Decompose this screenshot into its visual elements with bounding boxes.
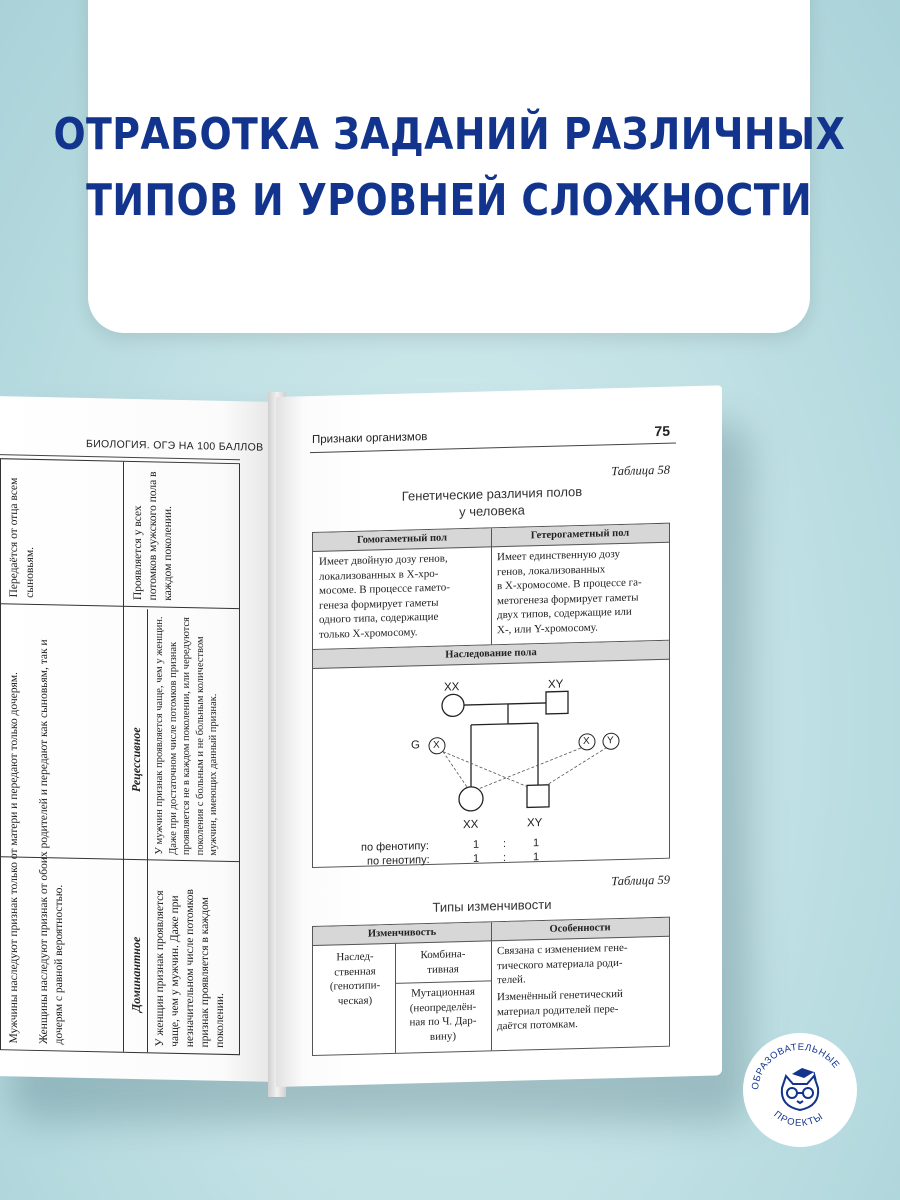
phenotype-ratio-sep: : [503,837,507,851]
table-58-label: Таблица 58 [611,462,670,479]
mutational-text-line: Мутационная [411,985,475,1000]
table-58 [312,523,670,868]
combinative-text-line: тивная [427,962,459,976]
variability-header: Изменчивость [367,926,437,940]
feature-2-text-line: материал родителей пере- [497,1002,619,1018]
gamete-line [479,748,581,789]
genotype-ratio-b: 1 [533,851,540,864]
mating-line [464,703,546,705]
pedigree-diagram [313,660,669,867]
inheritance-table [0,458,240,1055]
genotype-ratio-a: 1 [473,852,480,865]
homogametic-text-line: генеза формирует гаметы [319,596,439,612]
homogametic-text-line: локализованных в X-хро- [319,567,439,583]
gamete-x-mother: X [433,739,440,751]
table-58-title-line-2: у человека [459,502,525,520]
recessive-text: У мужчин признак проявляется чаще, чем у женщин. Даже при достаточном числе потомков признак проявляется не в каждом поколении, или чередуются поколения с больным и не больным количеством мужчин, имеющих данный признак. [154,616,219,856]
table-59-row-line [395,980,491,984]
gamete-label: G [411,739,420,752]
sibship-line [471,723,538,725]
homogametic-text-line: мосоме. В процессе гамето- [319,581,450,597]
male-parent-genotype: XY [548,678,564,691]
badge-arc-bottom-text: ПРОЕКТЫ [771,1108,826,1129]
heterogametic-text-line: метогенеза формирует гаметы [497,591,639,607]
table-59-title: Типы изменчивости [432,896,552,915]
heterogametic-text-line: X-, или Y-хромосому. [497,621,598,636]
female-parent-genotype: XX [444,681,460,694]
heterogametic-text-line: Имеет единственную дозу [497,547,620,564]
rotated-table [0,458,240,1055]
male-inheritance-text: Мужчины наследуют признак только от матери и передают только дочерям. [8,671,20,1044]
heterogametic-text-line: в X-хромосоме. В процессе га- [497,576,642,593]
genotype-label: по генотипу: [367,853,430,868]
dominant-header: Доминантное [129,936,143,1013]
header-rule [147,609,148,1052]
homogametic-text [319,550,487,641]
heterogametic-text-line: генов, локализованных [497,562,606,578]
table-58-title-line-1: Генетические различия полов [401,483,583,504]
hereditary-text [317,949,393,1009]
genotype-ratio-sep: : [503,851,507,865]
rotated-table-wrap [0,458,240,1055]
hereditary-text-line: ственная [334,964,376,978]
features-header: Особенности [549,922,611,935]
sons-text: сыновьям. [24,546,36,598]
hereditary-text-line: (генотипи- [329,979,381,993]
homogametic-text-line: Имеет двойную дозу генов, [319,552,448,568]
phenotype-ratio-a: 1 [473,838,480,851]
feature-2-text-line: Изменённый генетический [497,987,623,1004]
page-number: 75 [654,422,670,440]
title-banner [53,0,845,333]
badge-arc-top-text: ОБРАЗОВАТЕЛЬНЫЕ [749,1041,842,1091]
mutational-text-line: (неопределён- [409,1000,477,1014]
hereditary-text-line: Наслед- [336,950,374,964]
homogametic-text-line: только X-хромосому. [319,625,418,641]
male-parent-symbol [546,691,568,714]
table-59-column-line [491,922,492,1050]
feature-2-text-line: даётся потомкам. [497,1018,578,1033]
male-child-symbol [527,785,549,808]
homogametic-text-line: одного типа, содержащие [319,610,439,626]
right-running-head: Признаки организмов [312,431,428,447]
female-inheritance-text: Женщины наследуют признак от обоих родителей и передают как сыновьям, так и дочерям с равной вероятностью. [38,639,65,1045]
y-linked-text: Проявляется у всех потомков мужского пола в каждом поколении. [132,471,174,601]
gamete-line [547,747,607,785]
table-59 [312,917,670,1056]
heterogametic-header: Гетерогаметный пол [530,527,630,542]
male-child-genotype: XY [527,817,543,830]
feature-2-text [497,986,667,1034]
table-59-inner-line [395,943,396,1053]
phenotype-label: по фенотипу: [361,839,429,854]
father-transmission-text: Передаётся от отца всем [8,477,20,598]
banner-title-line-1: ОТРАБОТКА ЗАДАНИЙ РАЗЛИЧНЫХ [53,108,845,160]
gamete-line [443,751,467,788]
female-child-symbol [459,787,483,812]
female-parent-symbol [442,694,464,717]
phenotype-ratio-b: 1 [533,837,540,850]
open-book [0,392,760,1112]
table-divider [123,462,124,1052]
table-column-line [1,603,239,609]
feature-1-text [497,940,667,988]
combinative-text [397,946,489,977]
feature-1-text-line: тического материала роди- [497,956,623,972]
recessive-header: Рецессивное [129,727,143,793]
gamete-x-father: X [583,735,590,747]
left-running-head: БИОЛОГИЯ. ОГЭ НА 100 БАЛЛОВ [86,437,264,454]
mutational-text-line: ная по Ч. Дар- [409,1014,477,1029]
gamete-y-father: Y [607,735,614,747]
heterogametic-text [497,546,665,637]
feature-1-text-line: телей. [497,973,526,987]
combinative-text-line: Комбина- [420,948,466,962]
dominant-text: У женщин признак проявляется чаще, чем у мужчин. Даже при незначительном числе потомков признак проявляется в каждом поколении. [154,889,226,1048]
female-child-genotype: XX [463,818,479,832]
right-page [276,385,722,1087]
mutational-text [397,984,489,1044]
hereditary-text-line: ческая) [337,993,373,1007]
sex-inheritance-header: Наследование пола [313,641,669,669]
homogametic-header: Гомогаметный пол [356,532,448,546]
table-59-label: Таблица 59 [611,872,670,889]
heterogametic-text-line: двух типов, содержащие или [497,605,632,622]
banner-title-line-2: ТИПОВ И УРОВНЕЙ СЛОЖНОСТИ [86,174,813,226]
left-page [0,396,278,1082]
feature-1-text-line: Связана с изменением гене- [497,941,628,958]
table-58-column-line [491,528,492,644]
publisher-badge [740,1030,860,1150]
mutational-text-line: вину) [429,1029,457,1043]
gamete-line [443,749,529,789]
